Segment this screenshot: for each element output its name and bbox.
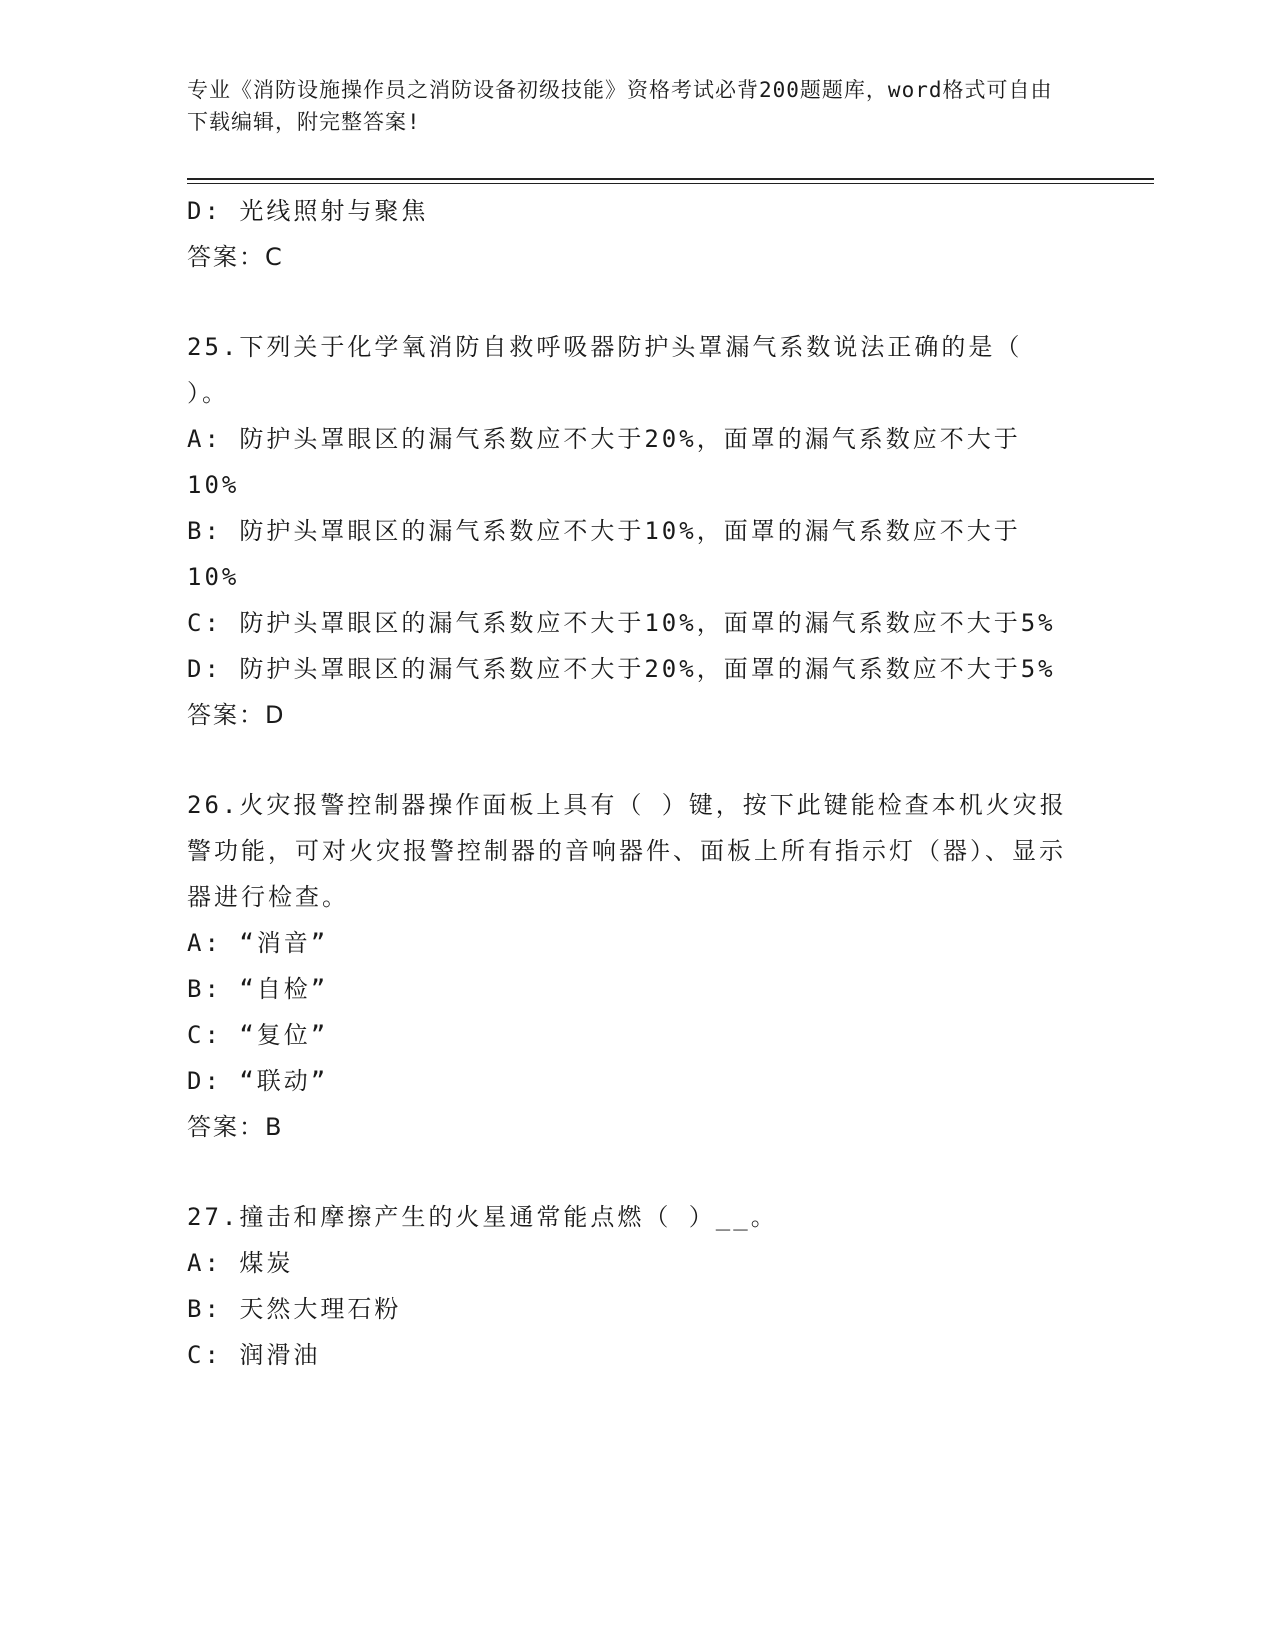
option-d: D: 防护头罩眼区的漏气系数应不大于20%，面罩的漏气系数应不大于5%	[187, 655, 1056, 683]
option-a: A: “消音”	[187, 929, 329, 957]
carryover-option-d: D: 光线照射与聚焦	[187, 197, 429, 225]
spacer	[187, 1150, 1067, 1194]
option-c: C: 防护头罩眼区的漏气系数应不大于10%，面罩的漏气系数应不大于5%	[187, 609, 1056, 637]
option-b: B: “自检”	[187, 975, 329, 1003]
question-answer: 答案：B	[187, 1113, 284, 1141]
page-header: 专业《消防设施操作员之消防设备初级技能》资格考试必背200题题库，word格式可自由下载编辑，附完整答案!	[187, 78, 1053, 134]
header-divider-thick	[187, 178, 1154, 180]
spacer	[187, 280, 1067, 324]
question-stem: 26.火灾报警控制器操作面板上具有（ ）键，按下此键能检查本机火灾报警功能，可对火灾报警控制器的音响器件、面板上所有指示灯（器）、显示器进行检查。	[187, 791, 1067, 911]
option-c: C: 润滑油	[187, 1341, 321, 1369]
option-b: B: 防护头罩眼区的漏气系数应不大于10%，面罩的漏气系数应不大于10%	[187, 517, 1021, 591]
option-a: A: 防护头罩眼区的漏气系数应不大于20%，面罩的漏气系数应不大于10%	[187, 425, 1021, 499]
question-27	[187, 1194, 1067, 1378]
question-stem: 25.下列关于化学氧消防自救呼吸器防护头罩漏气系数说法正确的是（ ）。	[187, 333, 1023, 407]
spacer	[187, 738, 1067, 782]
option-d: D: “联动”	[187, 1067, 329, 1095]
carryover-answer: 答案：C	[187, 243, 284, 271]
question-26	[187, 782, 1067, 1150]
option-b: B: 天然大理石粉	[187, 1295, 402, 1323]
option-c: C: “复位”	[187, 1021, 329, 1049]
option-a: A: 煤炭	[187, 1249, 294, 1277]
question-stem: 27.撞击和摩擦产生的火星通常能点燃（ ）__。	[187, 1203, 778, 1231]
question-content	[187, 188, 1067, 1378]
header-divider-thin	[187, 183, 1154, 184]
question-answer: 答案：D	[187, 701, 286, 729]
question-25	[187, 324, 1067, 738]
